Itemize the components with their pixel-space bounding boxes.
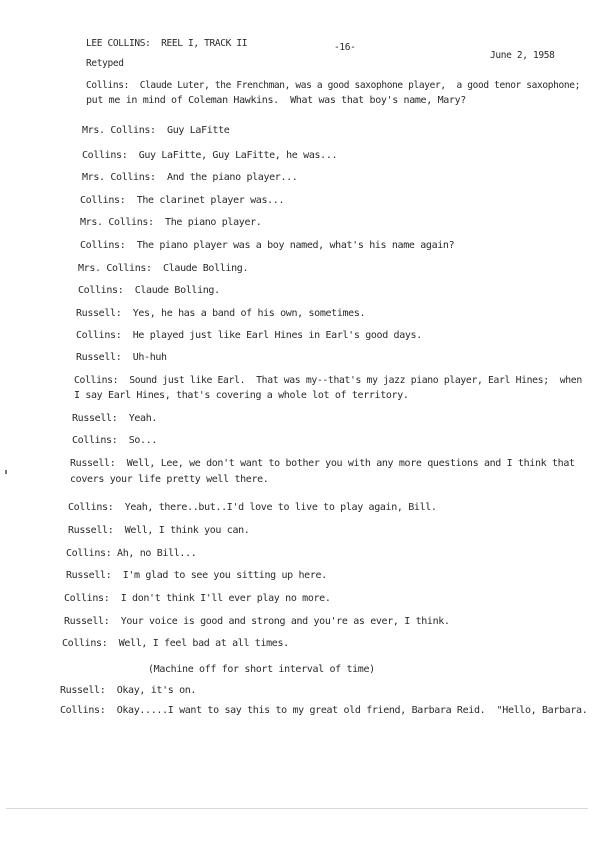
transcript-line: put me in mind of Coleman Hawkins. What was that boy's name, Mary? [86,95,466,106]
header-title: LEE COLLINS: REEL I, TRACK II [86,38,248,49]
transcript-line: Mrs. Collins: The piano player. [80,217,262,228]
page-number: -16- [334,42,356,53]
header-date: June 2, 1958 [490,50,555,61]
transcript-line: Mrs. Collins: Claude Bolling. [78,263,249,274]
transcript-line: Russell: Yes, he has a band of his own, sometimes. [76,308,366,319]
transcript-line: Collins: Sound just like Earl. That was my--that's my jazz piano player, Earl Hines; when [74,375,582,386]
transcript-line: Collins: So... [72,435,158,446]
transcript-line: Collins: He played just like Earl Hines in Earl's good days. [76,330,422,341]
transcript-line: Russell: Yeah. [72,413,158,424]
transcript-line: Russell: I'm glad to see you sitting up here. [66,570,327,581]
stage-direction: (Machine off for short interval of time) [148,664,375,675]
transcript-line: Collins: Claude Bolling. [78,285,220,296]
transcript-line: Collins: Ah, no Bill... [66,548,197,559]
transcript-line: Russell: Okay, it's on. [60,685,197,696]
transcript-line: Collins: Okay.....I want to say this to my great old friend, Barbara Reid. "Hello, Barbara. [60,705,588,716]
transcript-line: Russell: Your voice is good and strong and you're as ever, I think. [64,616,450,627]
transcript-line: Russell: Well, I think you can. [68,525,250,536]
transcript-line: Russell: Uh-huh [76,352,167,363]
transcript-line: Collins: I don't think I'll ever play no more. [64,593,331,604]
transcript-line: Collins: Claude Luter, the Frenchman, was a good saxophone player, a good tenor saxophone; [86,80,580,91]
transcript-line: I say Earl Hines, that's covering a whole lot of territory. [74,390,409,401]
transcript-line: Mrs. Collins: Guy LaFitte [82,125,230,136]
retyped-note: Retyped [86,58,124,69]
transcript-line: Collins: Guy LaFitte, Guy LaFitte, he was... [82,150,338,161]
transcript-line: Collins: Well, I feel bad at all times. [62,638,289,649]
transcript-line: Collins: The clarinet player was... [80,195,285,206]
margin-mark [5,470,7,474]
transcript-line: Russell: Well, Lee, we don't want to bother you with any more questions and I think that [70,458,575,469]
transcript-line: Collins: The piano player was a boy named, what's his name again? [80,240,455,251]
transcript-line: covers your life pretty well there. [70,474,269,485]
transcript-line: Collins: Yeah, there..but..I'd love to live to play again, Bill. [68,502,437,513]
transcript-line: Mrs. Collins: And the piano player... [82,172,298,183]
